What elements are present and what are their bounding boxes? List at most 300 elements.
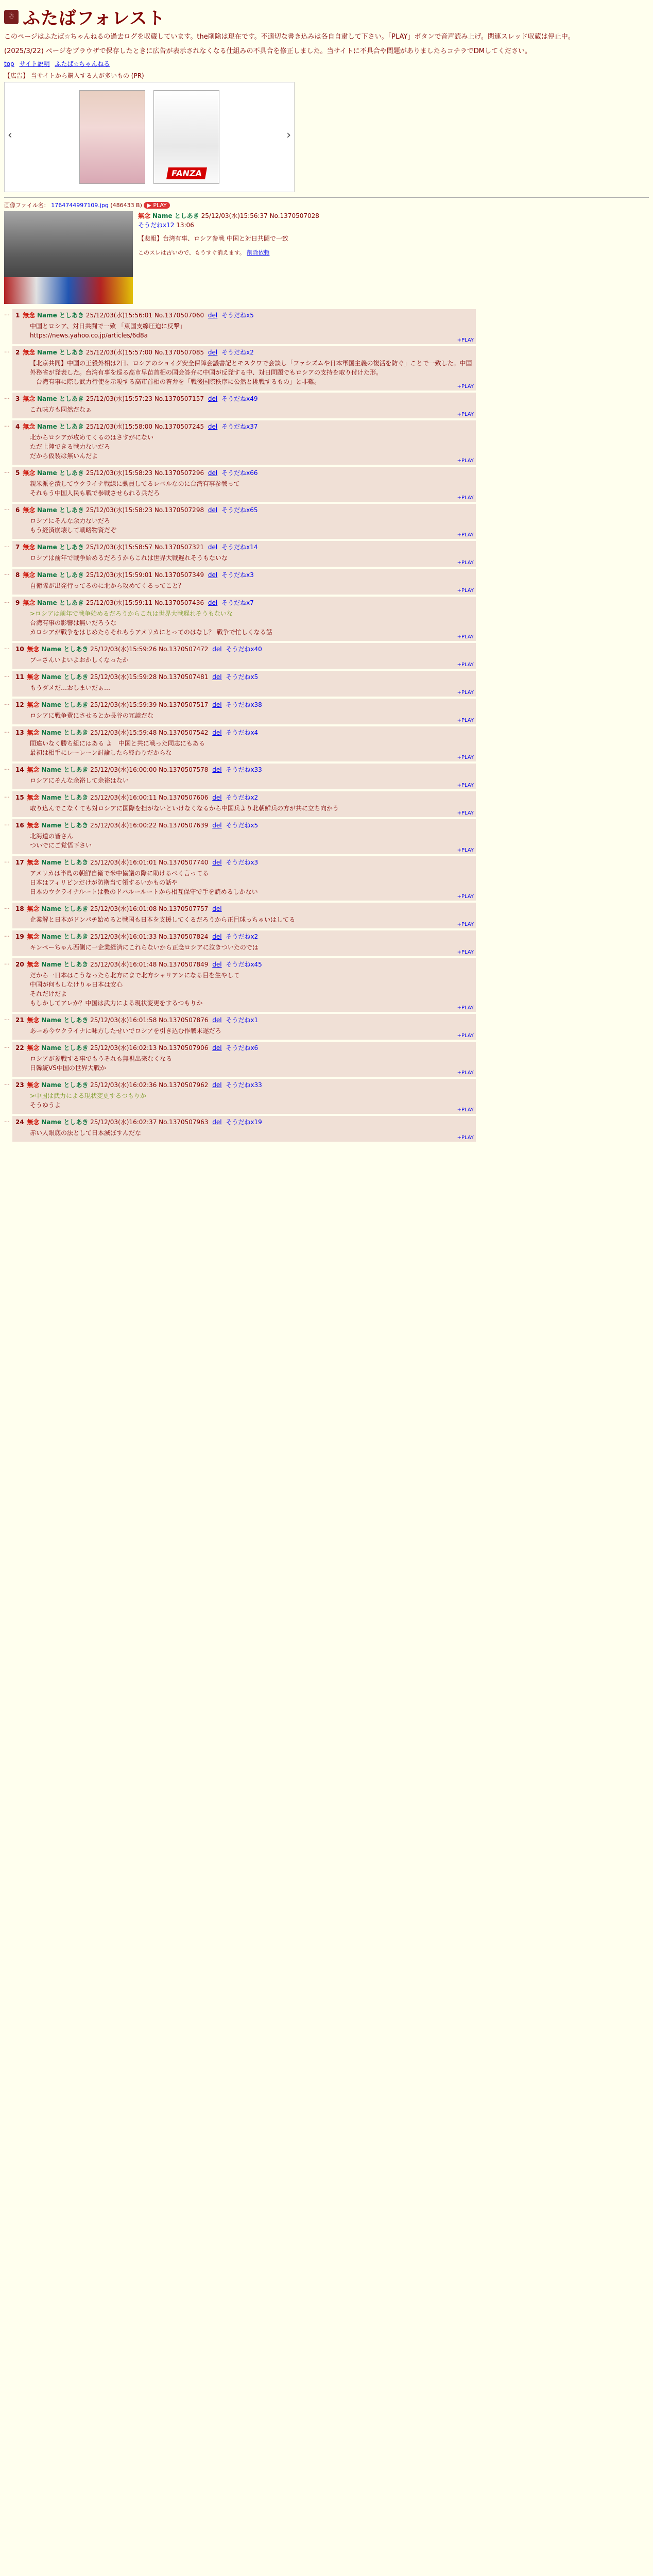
- reply-row: [4, 903, 649, 928]
- reply-soudane[interactable]: そうだねx2: [221, 349, 254, 356]
- reply-dash: …: [4, 1015, 10, 1022]
- site-title: ふたばフォレスト: [23, 8, 166, 29]
- reply-row: [4, 569, 649, 595]
- reply-box: [12, 699, 476, 724]
- reply-subject: 無念: [23, 469, 36, 477]
- op-count: 13:06: [176, 222, 194, 229]
- delete-link[interactable]: del: [212, 822, 222, 829]
- reply-text: プーさんいよいよおかしくなったか: [30, 656, 129, 664]
- reply-dash: …: [4, 672, 10, 679]
- reply-subject: 無念: [23, 312, 36, 319]
- reply-no[interactable]: No.1370507517: [159, 701, 209, 708]
- chevron-left-icon[interactable]: ‹: [8, 129, 12, 142]
- reply-header: [15, 395, 473, 403]
- reply-header: [15, 571, 473, 579]
- delete-link[interactable]: del: [208, 571, 218, 579]
- play-link[interactable]: +PLAY: [457, 950, 474, 955]
- reply-box: [12, 726, 476, 761]
- reply-dash: …: [4, 505, 10, 512]
- reply-dash: …: [4, 727, 10, 734]
- reply-subject: 無念: [27, 859, 40, 866]
- reply-name: Name としあき: [37, 571, 84, 579]
- reply-date: 25/12/03(水)16:01:08: [90, 905, 157, 912]
- site-logo-icon: ☃: [4, 10, 19, 24]
- reply-no[interactable]: No.1370507436: [154, 599, 204, 606]
- reply-date: 25/12/03(水)16:00:11: [90, 794, 157, 801]
- reply-row: [4, 699, 649, 724]
- delete-link[interactable]: del: [212, 701, 222, 708]
- reply-date: 25/12/03(水)15:59:01: [85, 571, 152, 579]
- reply-number: 2: [15, 349, 20, 356]
- reply-name: Name としあき: [41, 933, 89, 940]
- reply-header: [15, 793, 473, 802]
- reply-row: [4, 1116, 649, 1142]
- reply-text: ロシアが参戦する事でもうそれも無視出来なくなる 日韓統VS中国の世界大戦か: [30, 1055, 173, 1072]
- reply-dash: …: [4, 542, 10, 549]
- reply-no[interactable]: No.1370507639: [159, 822, 209, 829]
- reply-no[interactable]: No.1370507606: [159, 794, 209, 801]
- reply-row: [4, 541, 649, 567]
- reply-date: 25/12/03(水)16:00:00: [90, 766, 157, 773]
- play-link[interactable]: +PLAY: [457, 783, 474, 788]
- file-label: 画像ファイル名：: [4, 202, 49, 209]
- play-link[interactable]: +PLAY: [457, 848, 474, 853]
- reply-no[interactable]: No.1370507296: [154, 469, 204, 477]
- play-link[interactable]: +PLAY: [457, 560, 474, 566]
- reply-row: [4, 1079, 649, 1114]
- delete-link[interactable]: del: [212, 729, 222, 736]
- reply-number: 11: [15, 673, 24, 681]
- op-text: 【悲報】台湾有事、ロシア参戦 中国と対日共闘で一致: [138, 235, 288, 242]
- reply-box: [12, 569, 476, 595]
- reply-no[interactable]: No.1370507542: [159, 729, 209, 736]
- reply-soudane[interactable]: そうだねx40: [226, 646, 262, 653]
- reply-text: だから一日本はこうなったら北方にまで北方シャリアンになる目を生やして 中国が何もしなけりゃ日本は安心 それだけだよ もしかしてアレか？中国は武力による現状変更をするつもりか: [30, 972, 240, 1007]
- delete-link[interactable]: del: [208, 312, 218, 319]
- delete-link[interactable]: del: [212, 1044, 222, 1052]
- reply-subject: 無念: [23, 506, 36, 514]
- reply-text: あーあ今ウクライナに味方したせいでロシアを引き込む作戦未遂だろ: [30, 1027, 221, 1035]
- reply-text: 北海道の皆さん ついでにご覚悟下さい: [30, 833, 92, 849]
- play-link[interactable]: +PLAY: [457, 634, 474, 640]
- reply-number: 21: [15, 1016, 24, 1024]
- reply-soudane[interactable]: そうだねx65: [221, 506, 258, 514]
- play-link[interactable]: +PLAY: [457, 1033, 474, 1039]
- reply-text: 中国とロシア、対日共闘で一致 「東国支線圧迫に反撃」 https://news.yahoo.co.jp/articles/6d8a: [30, 323, 186, 339]
- thread-header: [4, 197, 649, 209]
- reply-subject: 無念: [27, 822, 40, 829]
- reply-name: Name としあき: [37, 423, 84, 430]
- play-link[interactable]: +PLAY: [457, 458, 474, 464]
- play-link[interactable]: +PLAY: [457, 894, 474, 900]
- reply-box: [12, 764, 476, 789]
- reply-text: 自衛隊が出発行ってるのに北から攻めてくるってこと？: [30, 582, 185, 589]
- delete-link[interactable]: del: [208, 469, 218, 477]
- reply-header: [15, 422, 473, 431]
- reply-date: 25/12/03(水)15:58:57: [85, 544, 152, 551]
- reply-no[interactable]: No.1370507060: [154, 312, 204, 319]
- reply-no[interactable]: No.1370507298: [154, 506, 204, 514]
- reply-dash: …: [4, 1080, 10, 1087]
- reply-subject: 無念: [23, 571, 36, 579]
- reply-no[interactable]: No.1370507157: [154, 395, 204, 402]
- play-link[interactable]: +PLAY: [457, 1107, 474, 1113]
- play-link[interactable]: +PLAY: [457, 662, 474, 668]
- delete-link[interactable]: del: [212, 766, 222, 773]
- ad-badge: FANZA: [166, 167, 207, 179]
- reply-date: 25/12/03(水)15:57:00: [85, 349, 152, 356]
- reply-dash: …: [4, 421, 10, 428]
- reply-date: 25/12/03(水)15:58:23: [85, 506, 152, 514]
- reply-soudane[interactable]: そうだねx3: [226, 859, 259, 866]
- reply-name: Name としあき: [41, 701, 89, 708]
- reply-number: 4: [15, 423, 20, 430]
- reply-subject: 無念: [23, 395, 36, 402]
- reply-subject: 無念: [23, 423, 36, 430]
- reply-date: 25/12/03(水)16:00:22: [90, 822, 157, 829]
- reply-row: [4, 346, 649, 391]
- reply-date: 25/12/03(水)15:56:01: [85, 312, 152, 319]
- reply-dash: …: [4, 394, 10, 400]
- reply-dash: …: [4, 570, 10, 577]
- op-subject: 無念: [138, 212, 151, 219]
- reply-dash: …: [4, 904, 10, 910]
- reply-date: 25/12/03(水)15:59:48: [90, 729, 157, 736]
- reply-row: [4, 467, 649, 502]
- reply-no[interactable]: No.1370507757: [159, 905, 209, 912]
- reply-date: 25/12/03(水)15:59:26: [90, 646, 157, 653]
- reply-box: [12, 856, 476, 901]
- reply-number: 22: [15, 1044, 24, 1052]
- reply-dash: …: [4, 700, 10, 706]
- reply-date: 25/12/03(水)15:59:11: [85, 599, 152, 606]
- reply-soudane[interactable]: そうだねx33: [226, 766, 262, 773]
- reply-row: [4, 819, 649, 854]
- reply-text: 取り込んでこなくても対ロシアに国際を担がないといけなくなるから中国兵より北朝鮮兵の方が共に立ち向かう: [30, 805, 339, 812]
- reply-dash: …: [4, 765, 10, 771]
- reply-no[interactable]: No.1370507963: [159, 1118, 209, 1126]
- delete-link[interactable]: del: [208, 599, 218, 606]
- reply-number: 24: [15, 1118, 24, 1126]
- notice: [4, 32, 649, 56]
- reply-no[interactable]: No.1370507876: [159, 1016, 209, 1024]
- reply-number: 7: [15, 544, 20, 551]
- reply-text: 企業解と日本がドンパチ始めると戦国も日本を支援してくるだろうから正目球っちゃいはしてる: [30, 916, 296, 923]
- reply-box: [12, 930, 476, 956]
- reply-header: [15, 933, 473, 941]
- reply-list: [4, 309, 649, 1142]
- reply-subject: 無念: [27, 673, 40, 681]
- reply-subject: 無念: [27, 646, 40, 653]
- play-link[interactable]: +PLAY: [457, 412, 474, 417]
- play-link[interactable]: +PLAY: [457, 532, 474, 538]
- reply-number: 3: [15, 395, 20, 402]
- reply-dash: …: [4, 959, 10, 966]
- reply-number: 8: [15, 571, 20, 579]
- ad-thumb[interactable]: [153, 90, 219, 184]
- reply-number: 13: [15, 729, 24, 736]
- reply-name: Name としあき: [41, 905, 89, 912]
- reply-soudane[interactable]: そうだねx5: [226, 822, 259, 829]
- reply-no[interactable]: No.1370507321: [154, 544, 204, 551]
- delete-link[interactable]: del: [208, 423, 218, 430]
- reply-dash: …: [4, 347, 10, 354]
- op-date: 25/12/03(水)15:56:37: [201, 212, 268, 219]
- play-link[interactable]: +PLAY: [457, 1135, 474, 1141]
- reply-row: [4, 726, 649, 761]
- delete-link[interactable]: del: [212, 1118, 222, 1126]
- op-note: このスレは古いので、もうすぐ消えます。: [138, 249, 245, 256]
- delete-link[interactable]: del: [208, 395, 218, 402]
- reply-dash: …: [4, 310, 10, 317]
- reply-date: 25/12/03(水)16:01:48: [90, 961, 157, 968]
- play-link[interactable]: +PLAY: [457, 718, 474, 723]
- reply-dash: …: [4, 857, 10, 864]
- delete-link[interactable]: del: [212, 1016, 222, 1024]
- reply-soudane[interactable]: そうだねx3: [221, 571, 254, 579]
- reply-no[interactable]: No.1370507245: [154, 423, 204, 430]
- notice-line: (2025/3/22) ページをブラウザで保存したときに広告が表示されなくなる仕組みの不具合を修正しました。当サイトに不具合や問題がありましたらコチラでDMしてください。: [4, 47, 531, 55]
- delete-link[interactable]: del: [208, 349, 218, 356]
- play-link[interactable]: +PLAY: [457, 1070, 474, 1076]
- reply-row: [4, 643, 649, 669]
- reply-text: ロシアに戦争費にさせるとか長谷の冗談だな: [30, 712, 154, 719]
- reply-row: [4, 393, 649, 418]
- reply-no[interactable]: No.1370507962: [159, 1081, 209, 1089]
- reply-soudane[interactable]: そうだねx2: [226, 933, 259, 940]
- delete-link[interactable]: del: [212, 673, 222, 681]
- reply-no[interactable]: No.1370507349: [154, 571, 204, 579]
- reply-box: [12, 671, 476, 697]
- play-link[interactable]: +PLAY: [457, 810, 474, 816]
- reply-subject: 無念: [27, 1044, 40, 1052]
- reply-box: [12, 597, 476, 641]
- reply-date: 25/12/03(水)15:59:28: [90, 673, 157, 681]
- play-link[interactable]: +PLAY: [457, 337, 474, 343]
- reply-date: 25/12/03(水)16:01:58: [90, 1016, 157, 1024]
- reply-dash: …: [4, 1043, 10, 1049]
- reply-number: 18: [15, 905, 24, 912]
- reply-date: 25/12/03(水)15:58:23: [85, 469, 152, 477]
- reply-row: [4, 671, 649, 697]
- delete-link[interactable]: del: [208, 544, 218, 551]
- reply-name: Name としあき: [41, 1081, 89, 1089]
- reply-number: 9: [15, 599, 20, 606]
- reply-text: これ味方も同然だなぁ: [30, 406, 92, 413]
- reply-number: 17: [15, 859, 24, 866]
- reply-dash: …: [4, 644, 10, 651]
- reply-soudane[interactable]: そうだねx66: [221, 469, 258, 477]
- reply-soudane[interactable]: そうだねx45: [226, 961, 262, 968]
- reply-date: 25/12/03(水)16:02:37: [90, 1118, 157, 1126]
- reply-number: 5: [15, 469, 20, 477]
- delete-link[interactable]: del: [208, 506, 218, 514]
- reply-subject: 無念: [23, 599, 36, 606]
- file-size: (486433 B): [110, 202, 142, 209]
- reply-date: 25/12/03(水)15:58:00: [85, 423, 152, 430]
- reply-soudane[interactable]: そうだねx7: [221, 599, 254, 606]
- reply-dash: …: [4, 792, 10, 799]
- link-about[interactable]: サイト説明: [19, 60, 50, 67]
- reply-soudane[interactable]: そうだねx5: [221, 312, 254, 319]
- reply-soudane[interactable]: そうだねx19: [226, 1118, 262, 1126]
- reply-header: [15, 469, 473, 477]
- reply-row: [4, 764, 649, 789]
- play-link[interactable]: +PLAY: [457, 755, 474, 760]
- reply-no[interactable]: No.1370507578: [159, 766, 209, 773]
- reply-name: Name としあき: [41, 1044, 89, 1052]
- reply-no[interactable]: No.1370507740: [159, 859, 209, 866]
- reply-text: ロシアは前年で戦争始めるだろうからこれは世界大戦遅れそうもないな: [30, 554, 228, 562]
- reply-subject: 無念: [27, 905, 40, 912]
- reply-soudane[interactable]: そうだねx14: [221, 544, 258, 551]
- reply-number: 14: [15, 766, 24, 773]
- reply-soudane[interactable]: そうだねx33: [226, 1081, 262, 1089]
- reply-text: 北からロシアが攻めてくるのはさすがにない ただ上陸できる戦力ないだろ だから仮装は無いんだよ: [30, 434, 154, 460]
- reply-name: Name としあき: [37, 506, 84, 514]
- reply-soudane[interactable]: そうだねx4: [226, 729, 259, 736]
- reply-box: [12, 467, 476, 502]
- play-link[interactable]: +PLAY: [457, 384, 474, 389]
- reply-header: [15, 1118, 473, 1126]
- reply-subject: 無念: [23, 544, 36, 551]
- reply-text: 赤い人眼底の法として日本滅ぼすんだな: [30, 1129, 142, 1137]
- reply-name: Name としあき: [37, 312, 84, 319]
- reply-box: [12, 393, 476, 418]
- op-name: Name としあき: [152, 212, 199, 219]
- play-button[interactable]: ▶ PLAY: [144, 202, 169, 209]
- link-futaba[interactable]: ふたば☆ちゃんねる: [55, 60, 110, 67]
- reply-header: [15, 348, 473, 357]
- reply-subject: 無念: [27, 1118, 40, 1126]
- reply-no[interactable]: No.1370507849: [159, 961, 209, 968]
- reply-no[interactable]: No.1370507824: [159, 933, 209, 940]
- reply-name: Name としあき: [41, 822, 89, 829]
- play-link[interactable]: +PLAY: [457, 1005, 474, 1011]
- reply-name: Name としあき: [41, 673, 89, 681]
- reply-row: [4, 597, 649, 641]
- op-post: [4, 211, 649, 304]
- reply-subject: 無念: [27, 933, 40, 940]
- reply-row: [4, 958, 649, 1012]
- delete-link[interactable]: del: [212, 859, 222, 866]
- flags-image: [4, 277, 133, 304]
- reply-box: [12, 346, 476, 391]
- delete-link[interactable]: del: [212, 905, 222, 912]
- play-link[interactable]: +PLAY: [457, 922, 474, 927]
- reply-no[interactable]: No.1370507472: [159, 646, 209, 653]
- reply-soudane[interactable]: そうだねx1: [226, 1016, 259, 1024]
- reply-name: Name としあき: [41, 1118, 89, 1126]
- delete-link[interactable]: del: [212, 646, 222, 653]
- reply-soudane[interactable]: そうだねx5: [226, 673, 259, 681]
- reply-name: Name としあき: [37, 349, 84, 356]
- reply-text: 間違いなく勝ち組にはある よ 中国と共に戦った同志にもある 最初は相手にレーレーン討論したら終わりだからな: [30, 740, 205, 756]
- ad-carousel: [4, 82, 295, 192]
- reply-text: もうダメだ…おしまいだぁ…: [30, 684, 111, 691]
- reply-date: 25/12/03(水)15:57:23: [85, 395, 152, 402]
- op-soudane[interactable]: そうだねx12: [138, 222, 175, 229]
- delete-link[interactable]: del: [212, 1081, 222, 1089]
- reply-name: Name としあき: [37, 395, 84, 402]
- file-link[interactable]: 1764744997109.jpg: [51, 202, 109, 209]
- reply-soudane[interactable]: そうだねx49: [221, 395, 258, 402]
- reply-name: Name としあき: [37, 599, 84, 606]
- reply-row: [4, 1042, 649, 1077]
- reply-text: 【北京共同】中国の王毅外相は2日、ロシアのショイグ安全保障会議書記とモスクワで会談し「ファシズムや日本軍国主義の復活を防ぐ」ことで一致した。中国外務省が発表した。台湾有事を巡る高市早苗首相の国会答弁に中国が反発する中、対日問題でもロシアの支持を取り付けた形。 台湾有事に際し武力行使を示唆する高市首相の答弁を「戦後国際秩序に公然と挑戦するもの」と非難。: [30, 360, 472, 385]
- ad-thumb[interactable]: [79, 90, 145, 184]
- reply-box: [12, 1079, 476, 1114]
- reply-subject: 無念: [27, 961, 40, 968]
- reply-header: [15, 858, 473, 867]
- reply-no[interactable]: No.1370507085: [154, 349, 204, 356]
- reply-name: Name としあき: [41, 859, 89, 866]
- reply-row: [4, 504, 649, 539]
- pickup-title: 【広告】 当サイトから購入する人が多いもの (PR): [4, 72, 144, 79]
- reply-number: 6: [15, 506, 20, 514]
- reply-number: 12: [15, 701, 24, 708]
- reply-header: [15, 960, 473, 969]
- delete-link[interactable]: del: [212, 961, 222, 968]
- play-link[interactable]: +PLAY: [457, 495, 474, 501]
- reply-name: Name としあき: [41, 1016, 89, 1024]
- delete-link[interactable]: del: [212, 933, 222, 940]
- reply-date: 25/12/03(水)16:02:13: [90, 1044, 157, 1052]
- reply-row: [4, 309, 649, 344]
- reply-box: [12, 791, 476, 817]
- reply-box: [12, 504, 476, 539]
- reply-subject: 無念: [23, 349, 36, 356]
- reply-number: 16: [15, 822, 24, 829]
- reply-no[interactable]: No.1370507481: [159, 673, 209, 681]
- reply-no[interactable]: No.1370507906: [159, 1044, 209, 1052]
- reply-header: [15, 599, 473, 607]
- reply-soudane[interactable]: そうだねx38: [226, 701, 262, 708]
- reply-text: ロシアにそんな余裕して余裕はない: [30, 777, 129, 784]
- reply-box: [12, 309, 476, 344]
- reply-soudane[interactable]: そうだねx6: [226, 1044, 259, 1052]
- reply-box: [12, 643, 476, 669]
- reply-date: 25/12/03(水)15:59:39: [90, 701, 157, 708]
- delete-link[interactable]: del: [212, 794, 222, 801]
- reply-text: アメリカは半島の朝鮮自衛で米中協議の際に助けるべく言ってる 日本はフィリピンだけが防衛当て領するいかもの話や 日本のウクライナルートは教のドバルールートから相互保守で手を読めるしかない: [30, 870, 258, 895]
- reply-text: ロシアにそんな余力ないだろ もう経済崩壊して戦略物資だぞ: [30, 517, 117, 534]
- reply-name: Name としあき: [41, 729, 89, 736]
- reply-box: [12, 819, 476, 854]
- link-top[interactable]: top: [4, 60, 14, 67]
- op-image[interactable]: [4, 211, 133, 304]
- delete-request-link[interactable]: 削除依頼: [247, 249, 270, 256]
- reply-header: [15, 645, 473, 653]
- reply-header: [15, 1044, 473, 1052]
- notice-line: このページはふたば☆ちゃんねるの過去ログを収蔵しています。the削除は現在です。不適切な書き込みは各自自粛して下さい。「PLAY」ボタンで音声読み上げ。関連スレッド収蔵は停止中。: [4, 33, 575, 41]
- reply-text: >中国は武力による現状変更するつもりか そうゆうよ: [30, 1092, 146, 1109]
- reply-number: 15: [15, 794, 24, 801]
- reply-row: [4, 1014, 649, 1040]
- reply-soudane[interactable]: そうだねx2: [226, 794, 259, 801]
- reply-text: キンペーちゃん西側に一企業経済にこれらないから正念ロシアに泣きついたのでは: [30, 944, 259, 951]
- reply-date: 25/12/03(水)16:02:36: [90, 1081, 157, 1089]
- play-link[interactable]: +PLAY: [457, 588, 474, 594]
- chevron-right-icon[interactable]: ›: [286, 129, 291, 142]
- reply-name: Name としあき: [41, 794, 89, 801]
- reply-box: [12, 420, 476, 465]
- reply-row: [4, 856, 649, 901]
- reply-dash: …: [4, 468, 10, 474]
- play-link[interactable]: +PLAY: [457, 690, 474, 696]
- reply-soudane[interactable]: そうだねx37: [221, 423, 258, 430]
- reply-header: [15, 1081, 473, 1089]
